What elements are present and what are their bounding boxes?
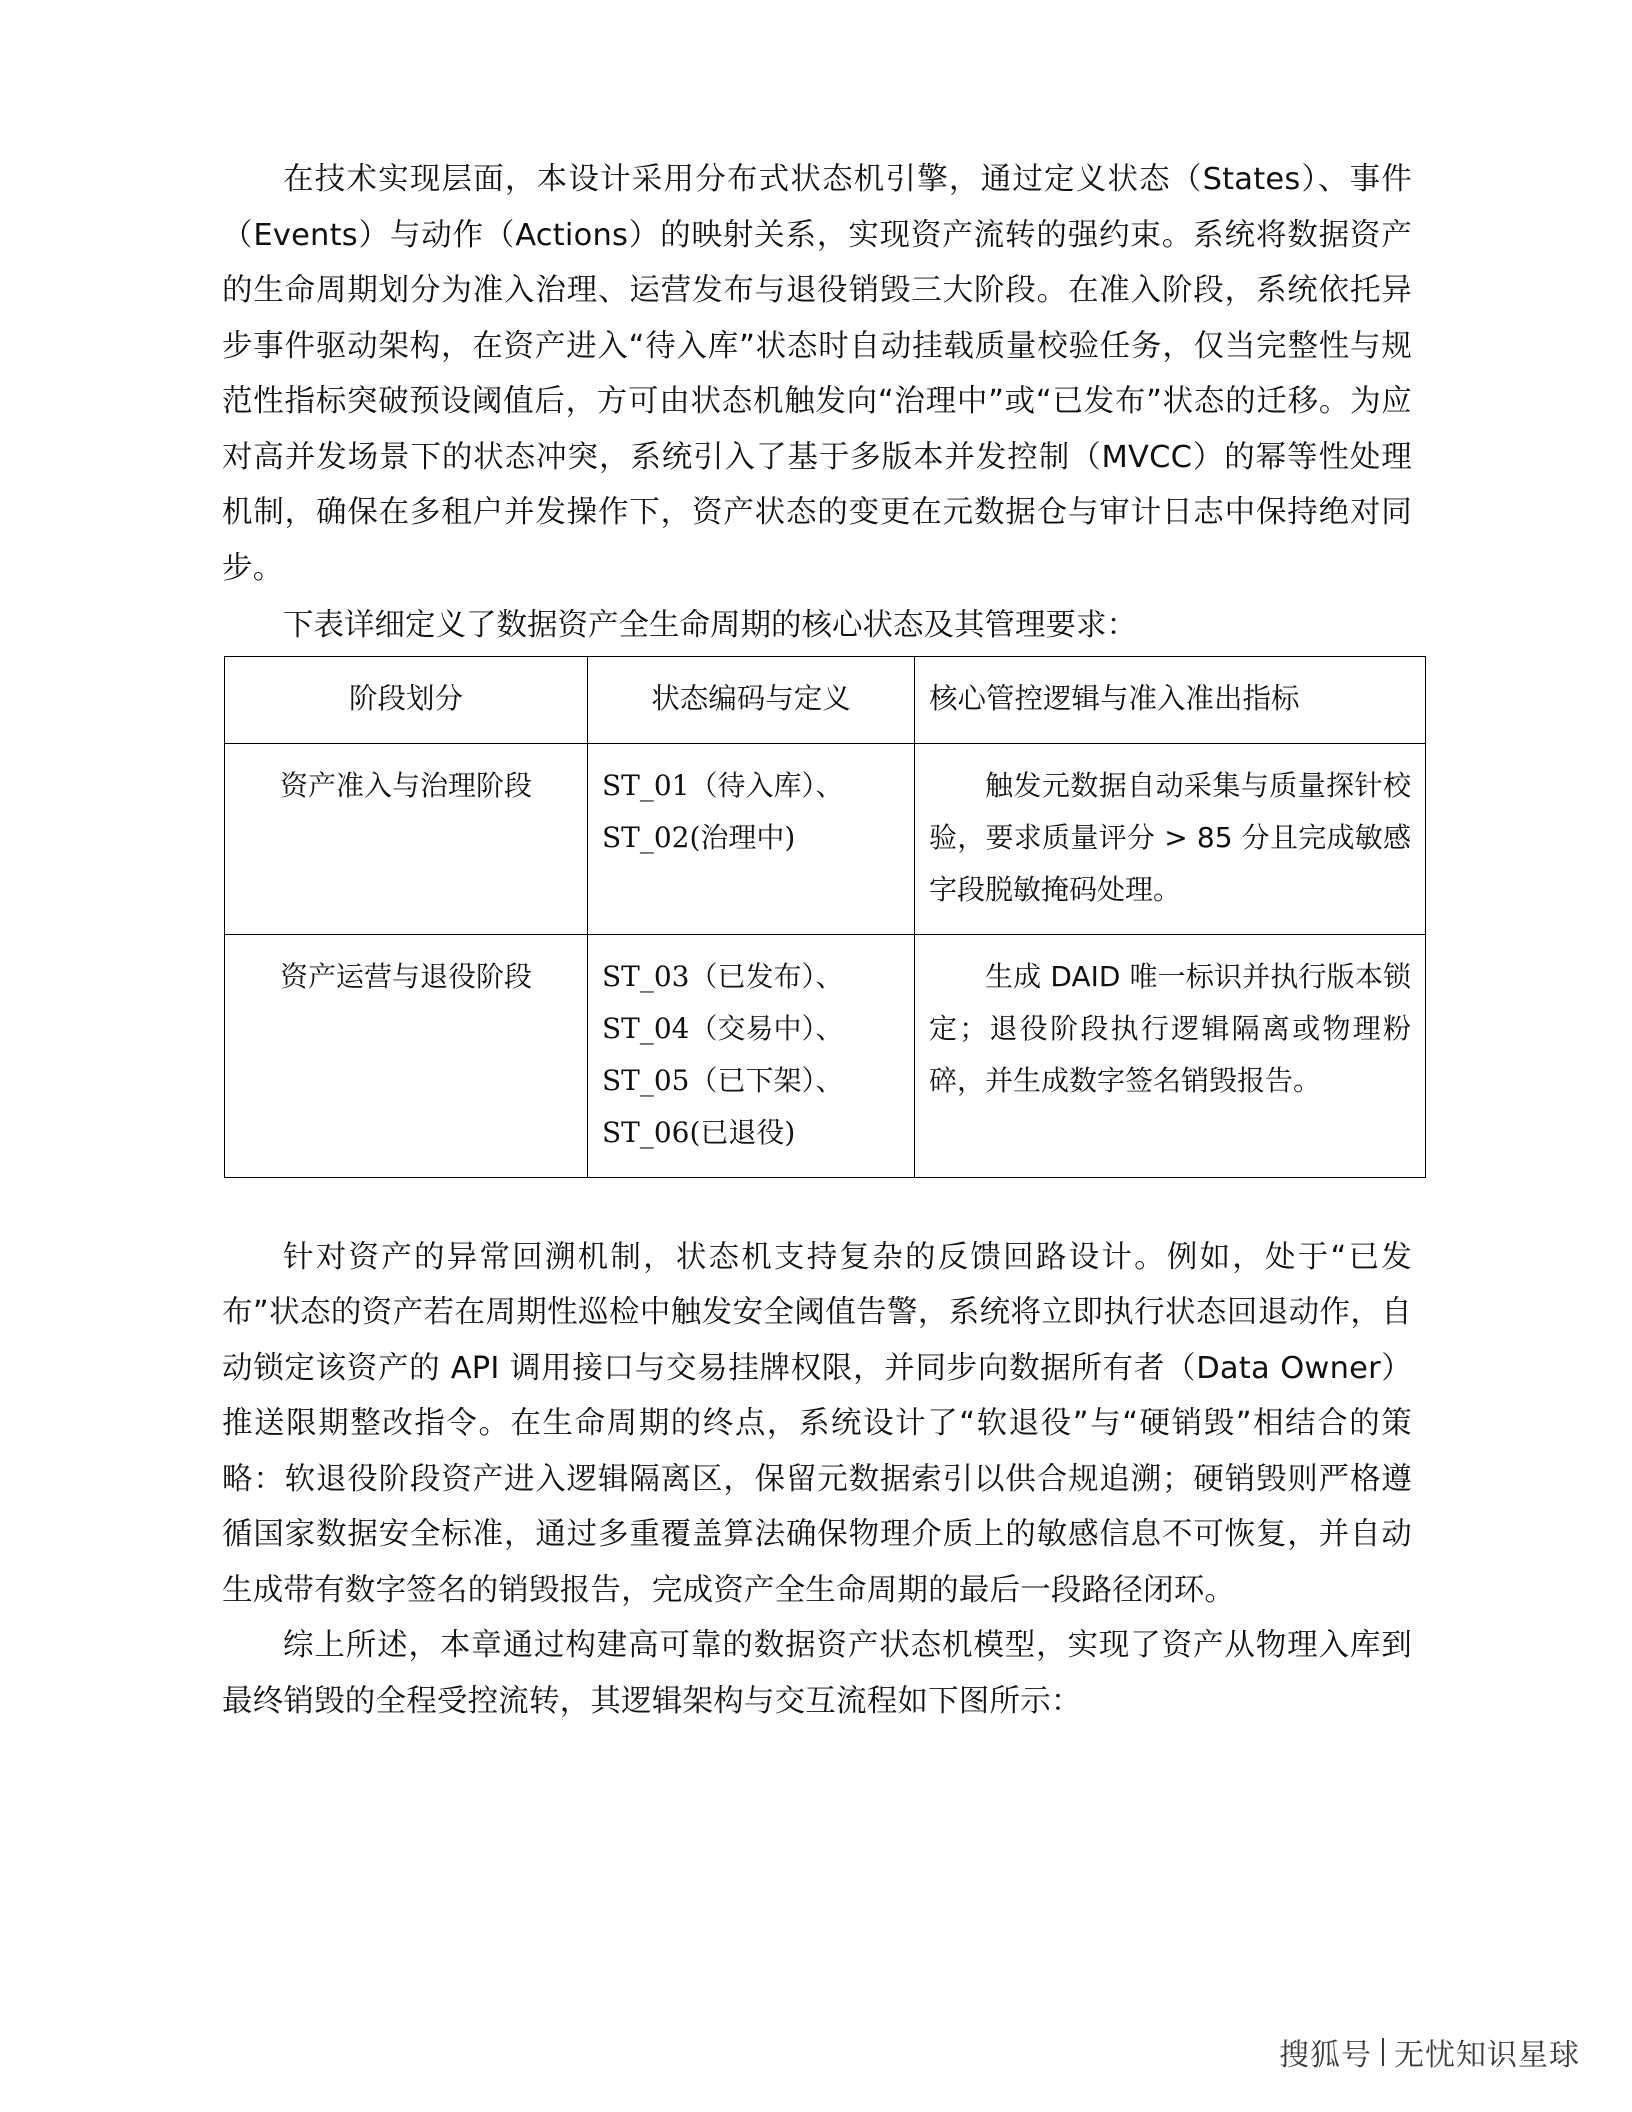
paragraph-2: 针对资产的异常回溯机制，状态机支持复杂的反馈回路设计。例如，处于“已发布”状态的资产若在周期性巡检中触发安全阈值告警，系统将立即执行状态回退动作，自动锁定该资产的 API 调用接口与交易挂牌权限，并同步向数据所有者（Data Owner）推送限期整改指令。在生命周期的终点，系统设计了“软退役”与“硬销毁”相结合的策略：软退役阶段资产进入逻辑隔离区，保留元数据索引以供合规追溯；硬销毁则严格遵循国家数据安全标准，通过多重覆盖算法确保物理介质上的敏感信息不可恢复，并自动生成带有数字签名的销毁报告，完成资产全生命周期的最后一段路径闭环。 <box>222 1239 1412 1608</box>
lifecycle-state-table <box>224 656 1426 1178</box>
table-cell-stage <box>225 743 588 934</box>
table-header-row <box>225 656 1426 743</box>
table-caption: 下表详细定义了数据资产全生命周期的核心状态及其管理要求： <box>283 608 1137 643</box>
stage-label: 资产运营与退役阶段 <box>279 959 532 993</box>
state-code: ST_01（待入库）、 <box>602 768 844 802</box>
table-cell-logic <box>915 743 1426 934</box>
watermark-name: 无忧知识星球 <box>1394 2038 1580 2073</box>
table-cell-codes <box>588 743 915 934</box>
document-content <box>222 152 1412 1729</box>
watermark <box>1279 2030 1580 2074</box>
logic-text: 触发元数据自动采集与质量探针校验，要求质量评分 > 85 分且完成敏感字段脱敏掩码处理。 <box>929 768 1411 906</box>
state-code: ST_05（已下架）、 <box>602 1063 844 1097</box>
table-header-cell-logic <box>915 656 1426 743</box>
state-code: ST_06(已退役) <box>602 1115 796 1149</box>
paragraph-3: 综上所述，本章通过构建高可靠的数据资产状态机模型，实现了资产从物理入库到最终销毁的全程受控流转，其逻辑架构与交互流程如下图所示： <box>222 1628 1412 1719</box>
spacer <box>222 1178 1412 1230</box>
header-label-codes: 状态编码与定义 <box>651 681 851 715</box>
table-row <box>225 934 1426 1177</box>
state-code-list <box>602 760 900 864</box>
header-label-logic: 核心管控逻辑与准入准出指标 <box>929 681 1300 715</box>
table-header-cell-codes <box>588 656 915 743</box>
watermark-separator <box>1382 2038 1384 2066</box>
table-row <box>225 743 1426 934</box>
header-label-stage: 阶段划分 <box>348 681 463 715</box>
state-code: ST_03（已发布）、 <box>602 959 844 993</box>
state-code: ST_02(治理中) <box>602 820 796 854</box>
table-cell-stage <box>225 934 588 1177</box>
table-cell-codes <box>588 934 915 1177</box>
table-header-cell-stage <box>225 656 588 743</box>
state-code: ST_04（交易中）、 <box>602 1011 844 1045</box>
paragraph-1: 在技术实现层面，本设计采用分布式状态机引擎，通过定义状态（States）、事件（Events）与动作（Actions）的映射关系，实现资产流转的强约束。系统将数据资产的生命周期划分为准入治理、运营发布与退役销毁三大阶段。在准入阶段，系统依托异步事件驱动架构，在资产进入“待入库”状态时自动挂载质量校验任务，仅当完整性与规范性指标突破预设阈值后，方可由状态机触发向“治理中”或“已发布”状态的迁移。为应对高并发场景下的状态冲突，系统引入了基于多版本并发控制（MVCC）的幂等性处理机制，确保在多租户并发操作下，资产状态的变更在元数据仓与审计日志中保持绝对同步。 <box>222 162 1412 586</box>
table-cell-logic <box>915 934 1426 1177</box>
watermark-prefix: 搜狐号 <box>1279 2038 1372 2073</box>
logic-text: 生成 DAID 唯一标识并执行版本锁定；退役阶段执行逻辑隔离或物理粉碎，并生成数字签名销毁报告。 <box>929 959 1411 1097</box>
stage-label: 资产准入与治理阶段 <box>279 768 532 802</box>
state-code-list <box>602 951 900 1159</box>
